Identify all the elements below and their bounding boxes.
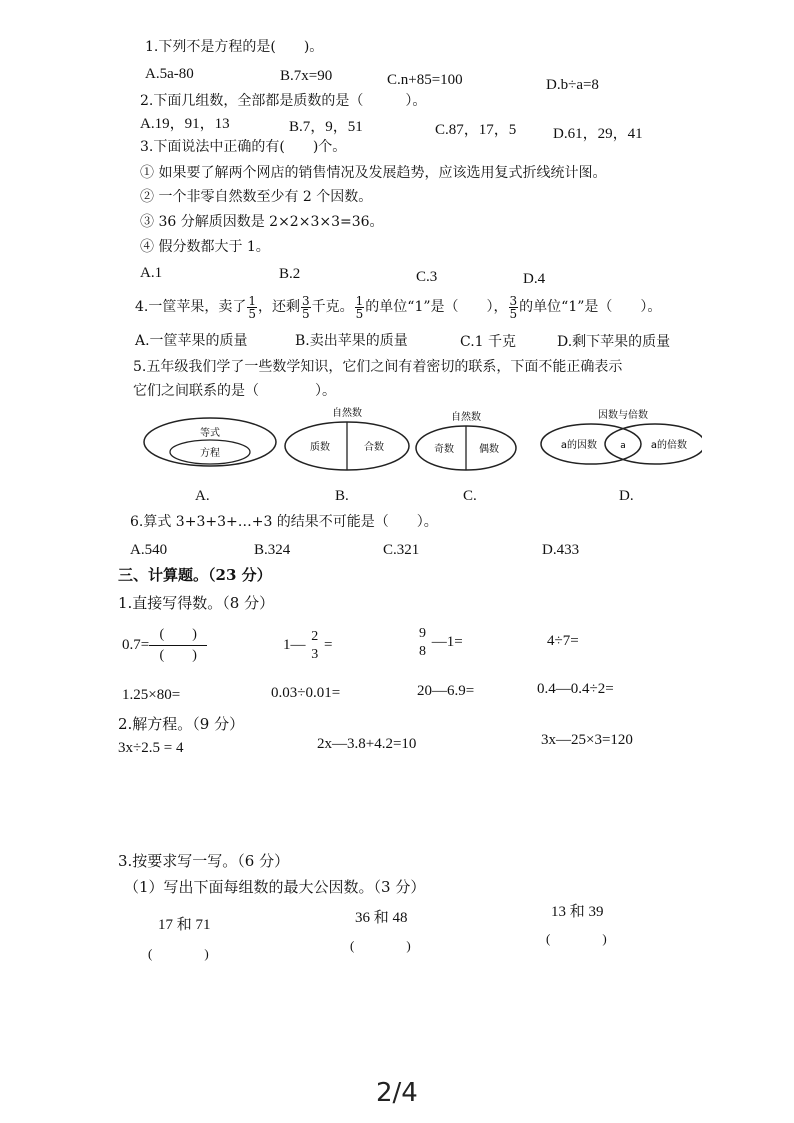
q4-text-4: 的单位“1”是（ ）， <box>365 299 508 315</box>
fraction-denominator: 5 <box>302 306 310 321</box>
q2-option-b: B.7，9，51 <box>289 119 363 135</box>
fraction-numerator: 2 <box>311 628 319 644</box>
diagram-d-left-label: a的因数 <box>560 440 598 451</box>
q3-option-b: B.2 <box>279 266 301 282</box>
diagram-c-left-label: 奇数 <box>434 444 454 455</box>
fraction-denominator: 5 <box>509 306 518 321</box>
q4-fraction-4 <box>509 295 519 320</box>
equation-2: 2x—3.8+4.2=10 <box>317 736 417 752</box>
calc-row1-b <box>283 625 332 665</box>
diagram-c-right-label: 偶数 <box>479 444 499 455</box>
gcd-answer-1[interactable]: ( ) <box>148 946 209 961</box>
q6-option-d: D.433 <box>542 542 580 558</box>
diagram-b-right-label: 合数 <box>364 442 384 453</box>
q1-option-b: B.7x=90 <box>280 68 333 84</box>
diagram-a-outer-label: 等式 <box>200 428 220 439</box>
calc-row2-a: 1.25×80= <box>122 687 181 703</box>
q6-stem: 6.算式 3+3+3+…+3 的结果不可能是（ ）。 <box>130 514 438 530</box>
fraction-denominator: 5 <box>355 306 364 321</box>
q5-stem-line1: 5.五年级我们学了一些数学知识，它们之间有着密切的联系，下面不能正确表示 <box>133 359 623 375</box>
q3-stem: 3.下面说法中正确的有( )个。 <box>140 139 347 155</box>
page-number: 2/4 <box>376 1078 418 1108</box>
fraction-numerator-blank[interactable]: ( ) <box>149 625 207 646</box>
q1-option-d: D.b÷a=8 <box>546 77 599 93</box>
calc-row2-b: 0.03÷0.01= <box>271 685 341 701</box>
diagram-d-right-label: a的倍数 <box>650 440 688 451</box>
calc-row2-d: 0.4—0.4÷2= <box>537 681 614 697</box>
fraction-denominator: 8 <box>419 643 426 659</box>
q2-stem: 2.下面几组数，全部都是质数的是（ ）。 <box>140 93 427 109</box>
gcd-pair-2: 36 和 48 <box>355 910 408 926</box>
q4-text-2: ，还剩 <box>258 299 300 315</box>
section-3-title: 三、计算题。（23 分） <box>118 566 272 584</box>
q3-option-c: C.3 <box>416 269 438 285</box>
q2-option-a: A.19，91，13 <box>140 116 230 132</box>
fraction-numerator: 9 <box>419 625 426 641</box>
q3-option-a: A.1 <box>140 265 163 281</box>
q5-label-b: B. <box>335 488 349 504</box>
q6-option-c: C.321 <box>383 542 420 558</box>
diagram-d-title: 因数与倍数 <box>598 410 648 421</box>
q5-stem-line2: 它们之间联系的是（ ）。 <box>133 383 336 399</box>
q5-diagram-d <box>537 406 702 472</box>
calc-row1-a <box>122 622 207 668</box>
q5-label-d: D. <box>619 488 634 504</box>
gcd-pair-1: 17 和 71 <box>158 917 211 933</box>
q1-option-a: A.5a-80 <box>145 66 194 82</box>
fraction-denominator: 5 <box>248 306 256 321</box>
calc-a-fraction <box>149 625 207 666</box>
fraction-numerator: 1 <box>248 293 256 308</box>
q2-option-c: C.87，17，5 <box>435 122 517 138</box>
q3-item-2: ② 一个非零自然数至少有 2 个因数。 <box>140 189 373 205</box>
gcd-answer-2[interactable]: ( ) <box>350 938 411 953</box>
diagram-d-mid-label: a <box>620 441 626 451</box>
fraction-numerator: 3 <box>509 293 518 308</box>
q4-text-1: 4.一筐苹果，卖了 <box>135 299 247 315</box>
calc-row2-c: 20—6.9= <box>417 683 475 699</box>
q4-option-c: C.1 千克 <box>460 334 517 350</box>
calc-row1-c <box>417 622 463 662</box>
q3-item-4: ④ 假分数都大于 1。 <box>140 239 270 255</box>
fraction-numerator: 3 <box>302 293 310 308</box>
q4-fraction-sold <box>247 295 257 320</box>
fraction-denominator-blank[interactable]: ( ) <box>159 648 197 664</box>
q5-diagram-a <box>140 414 280 470</box>
calc-b-suffix: = <box>324 637 333 653</box>
q4-option-a: A.一筐苹果的质量 <box>135 333 248 349</box>
q4-text-5: 的单位“1”是（ ）。 <box>519 299 662 315</box>
section-3-sub1: 1.直接写得数。（8 分） <box>118 594 275 612</box>
q2-option-d: D.61，29，41 <box>553 126 643 142</box>
q5-label-c: C. <box>463 488 477 504</box>
calc-b-prefix: 1— <box>283 637 306 653</box>
q4-stem <box>135 292 661 322</box>
q6-option-a: A.540 <box>130 542 168 558</box>
q1-stem: 1.下列不是方程的是( )。 <box>145 39 324 55</box>
diagram-b-left-label: 质数 <box>310 442 330 453</box>
q4-fraction-3 <box>355 295 365 320</box>
calc-c-suffix: —1= <box>431 634 463 650</box>
calc-row1-d: 4÷7= <box>547 633 579 649</box>
q3-option-d: D.4 <box>523 271 546 287</box>
q1-option-c: C.n+85=100 <box>387 72 463 88</box>
gcd-pair-3: 13 和 39 <box>551 904 604 920</box>
q5-label-a: A. <box>195 488 210 504</box>
calc-b-fraction <box>310 628 319 664</box>
gcd-answer-3[interactable]: ( ) <box>546 931 607 946</box>
q6-option-b: B.324 <box>254 542 291 558</box>
section-3-sub3-1: （1）写出下面每组数的最大公因数。（3 分） <box>124 878 426 896</box>
calc-c-fraction <box>418 625 427 661</box>
fraction-denominator: 3 <box>311 646 319 662</box>
q3-item-1: ① 如果要了解两个网店的销售情况及发展趋势，应该选用复式折线统计图。 <box>140 165 607 181</box>
q5-diagram-b <box>282 404 412 474</box>
q4-option-b: B.卖出苹果的质量 <box>295 333 408 349</box>
diagram-c-title: 自然数 <box>451 412 481 423</box>
q4-fraction-remaining <box>301 295 311 320</box>
equation-3: 3x—25×3=120 <box>541 732 633 748</box>
fraction-numerator: 1 <box>355 293 364 308</box>
section-3-sub2: 2.解方程。（9 分） <box>118 715 245 733</box>
diagram-a-inner-label: 方程 <box>200 448 220 459</box>
q5-diagram-c <box>414 408 524 474</box>
equation-1: 3x÷2.5 = 4 <box>118 740 184 756</box>
q3-item-3: ③ 36 分解质因数是 2×2×3×3=36。 <box>140 214 384 230</box>
section-3-sub3: 3.按要求写一写。（6 分） <box>118 852 290 870</box>
q4-text-3: 千克。 <box>311 299 354 315</box>
calc-a-prefix: 0.7= <box>122 637 150 653</box>
diagram-b-title: 自然数 <box>332 408 362 419</box>
q4-option-d: D.剩下苹果的质量 <box>557 334 671 350</box>
